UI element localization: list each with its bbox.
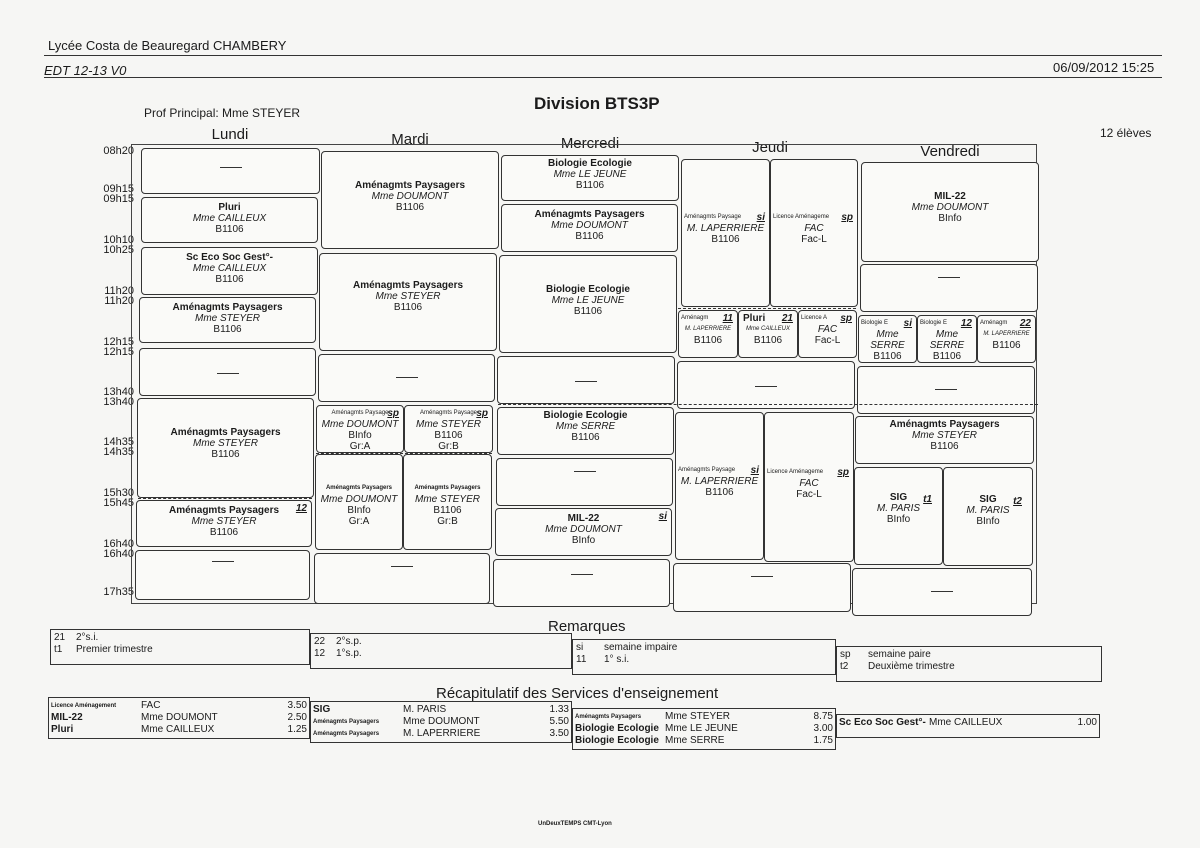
teacher-name: Mme DOUMONT [320,494,398,505]
slot-tuesday-4b[interactable] [404,405,493,453]
recap-subject: Sc Eco Soc Gest°- [839,717,926,728]
remark-text: Deuxième trimestre [868,661,955,672]
room: B1106 [215,274,244,285]
teacher-name: Mme DOUMONT [551,220,628,231]
teacher-name: FAC [799,478,819,489]
print-datetime: 06/09/2012 15:25 [1053,60,1155,75]
recap-hours: 5.50 [549,716,569,727]
recap-teacher: Mme DOUMONT [403,716,480,727]
slot-friday-3b[interactable] [917,315,977,363]
remark-text: Premier trimestre [76,644,153,655]
remark-code: sp [840,649,851,660]
time-label: 10h10 10h25 [103,234,134,256]
course-title: Sc Eco Soc Gest°- [186,252,273,263]
time-label: 16h40 16h40 [103,538,134,560]
teacher-name: Mme STEYER [414,494,480,505]
recap-subject: Aménagmts Paysagers [575,714,642,720]
slot-tuesday-4a[interactable] [316,405,404,453]
remarks-col-2 [310,633,572,669]
student-count: 12 élèves [1100,126,1152,140]
empty-slot-dash [575,381,597,382]
recap-hours: 1.33 [549,704,569,715]
group: Gr:B [437,516,458,527]
course-title: Aménagmts Paysagers [325,485,393,491]
room: BInfo [886,514,911,525]
course-title: Aménagmts Paysagers [170,427,281,438]
teacher-name: M. LAPERRIERE [680,476,759,487]
time-label: 08h20 [103,145,134,157]
remark-text: 1° s.i. [604,654,630,665]
slot-tuesday-1[interactable] [321,151,499,249]
empty-slot-dash [396,377,418,378]
slot-thursday-3[interactable] [677,361,855,409]
teacher-name: M. LAPERRIERE [686,223,765,234]
room: B1106 [573,306,603,317]
recap-row [837,717,1099,729]
slot-friday-2[interactable] [860,264,1038,312]
teacher-name: Mme STEYER [911,430,977,441]
teacher-name: Mme STEYER [191,516,257,527]
recap-row [49,712,309,724]
day-friday: Vendredi [920,143,980,160]
slot-thursday-2a[interactable] [678,310,738,358]
room: B1106 [393,302,423,313]
recap-subject: Aménagmts Paysagers [313,731,380,737]
recap-teacher: FAC [141,700,161,711]
recap-teacher: M. LAPERRIERE [403,728,481,739]
recap-teacher: Mme STEYER [665,711,731,722]
header-rule-2 [44,77,1162,78]
teacher-name: Mme DOUMONT [911,202,989,213]
recap-subject: Biologie Ecologie [575,735,659,746]
week-tag: 12 [960,318,972,329]
room: B1106 [209,527,239,538]
slot-thursday-5[interactable] [673,563,851,612]
recap-row [573,711,835,723]
slot-thursday-1b[interactable] [770,159,858,307]
course-title: Biologie Ecologie [548,158,632,169]
slot-thursday-2b[interactable] [738,310,798,358]
slot-monday-3[interactable] [141,247,318,295]
week-tag: 12 [295,503,307,514]
teacher-name: Mme SERRE [555,421,616,432]
recap-teacher: Mme LE JEUNE [665,723,738,734]
course-title: Aménagmts Paysagers [889,419,1000,430]
group: Gr:A [348,516,370,527]
prof-principal: Prof Principal: Mme STEYER [144,106,301,120]
recap-row [573,735,835,747]
remark-code: 22 [314,636,326,647]
week-tag: sp [837,467,849,478]
dashed-separator [138,498,312,499]
course-title: Aménagmts Paysagers [414,485,481,491]
week-tag: t2 [1013,496,1022,507]
time-label: 09h15 09h15 [103,183,134,205]
teacher-name: Mme LE JEUNE [551,295,625,306]
week-tag: si [903,318,912,329]
remark-code: t1 [54,644,63,655]
room: Fac-L [801,234,827,245]
slot-friday-6b[interactable] [943,467,1033,566]
recap-hours: 3.50 [549,728,569,739]
empty-slot-dash [574,471,596,472]
footer-software: UnDeuxTEMPS CMT-Lyon [538,821,612,827]
remarks-col-4 [836,646,1102,682]
week-tag: si [750,465,759,476]
course-title: Aménagmts Paysage [419,410,478,416]
room: BInfo [976,516,1000,527]
course-title: Aménagm [681,315,709,321]
empty-slot-dash [751,576,773,577]
remark-text: semaine impaire [604,642,678,653]
remarks-title: Remarques [548,618,626,635]
recap-teacher: Mme DOUMONT [141,712,218,723]
recap-hours: 1.00 [1077,717,1097,728]
course-title: SIG [979,494,997,505]
recap-col-1 [48,697,310,739]
teacher-name: Mme CAILLEUX [745,326,790,332]
room: B1106 [930,441,959,452]
recap-col-4 [836,714,1100,738]
slot-thursday-2c[interactable] [798,310,857,358]
empty-slot-dash [935,389,957,390]
course-title: Aménagm [980,320,1008,326]
time-label: 14h35 14h35 [103,436,134,458]
empty-slot-dash [755,386,777,387]
recap-row [49,700,309,712]
empty-slot-dash [217,373,239,374]
week-tag: si [658,511,667,522]
teacher-name: Mme CAILLEUX [192,213,267,224]
time-label: 12h15 12h15 [103,336,134,358]
course-title: Biologie E [861,320,889,326]
group: Gr:B [438,441,459,452]
course-title: Aménagmts Paysagers [352,280,464,291]
remark-code: 12 [314,648,326,659]
empty-slot-dash [220,167,242,168]
recap-subject: MIL-22 [51,712,83,723]
remark-text: 2°s.i. [76,632,99,643]
course-title: Aménagmts Paysagers [534,209,645,220]
teacher-name: Mme STEYER [192,438,258,449]
course-title: Licence A [801,315,828,321]
day-wednesday: Mercredi [560,135,620,152]
course-title: Biologie E [920,320,948,326]
room: B1106 [932,351,962,362]
week-tag: t1 [923,494,932,505]
week-tag: sp [841,212,853,223]
course-title: Licence Aménageme [767,469,824,475]
slot-tuesday-3[interactable] [318,354,495,402]
day-monday: Lundi [211,126,249,143]
course-title: MIL-22 [934,191,966,202]
room: BInfo [348,430,372,441]
room: B1106 [433,505,462,516]
slot-monday-4[interactable] [139,297,316,343]
room: Fac-L [814,335,841,346]
course-title: Biologie Ecologie [543,410,628,421]
recap-teacher: M. PARIS [403,704,447,715]
slot-tuesday-5b[interactable] [403,454,492,550]
week-tag: sp [840,313,852,324]
course-title: MIL-22 [567,513,600,524]
slot-monday-2[interactable] [141,197,318,243]
room: B1106 [992,340,1021,351]
group: Gr:A [349,441,371,452]
recap-teacher: Mme SERRE [665,735,725,746]
room: B1106 [211,449,240,460]
header-rule [44,55,1162,56]
course-title: Biologie Ecologie [546,284,630,295]
recap-hours: 3.00 [813,723,833,734]
slot-wednesday-7[interactable] [495,508,672,556]
slot-friday-3c[interactable] [977,315,1036,363]
slot-wednesday-8[interactable] [493,559,670,607]
dashed-separator [316,453,492,454]
remark-code: t2 [840,661,849,672]
slot-monday-6[interactable] [137,398,314,498]
time-label: 13h40 13h40 [103,386,134,408]
teacher-name: Mme DOUMONT [371,191,449,202]
teacher-name: Mme STEYER [194,313,260,324]
dashed-separator [498,404,1038,405]
room: B1106 [873,351,902,362]
dashed-separator [678,308,856,309]
empty-slot-dash [571,574,593,575]
remarks-col-3 [572,639,836,675]
course-title: Pluri [218,202,241,213]
week-tag: sp [476,408,488,419]
remark-text: 1°s.p. [336,648,362,659]
course-title: SIG [889,492,908,503]
room: B1106 [711,234,740,245]
course-title: Aménagmts Paysagers [172,302,283,313]
edt-version: EDT 12-13 V0 [44,63,127,78]
remarks-col-1 [50,629,310,665]
recap-subject: SIG [313,704,331,715]
teacher-name: Mme DOUMONT [321,419,399,430]
slot-wednesday-3[interactable] [499,255,677,353]
room: B1106 [705,487,734,498]
recap-row [573,723,835,735]
room: B1106 [395,202,425,213]
room: B1106 [575,180,605,191]
teacher-name: Mme DOUMONT [545,524,622,535]
empty-slot-dash [391,566,413,567]
room: B1106 [693,335,723,346]
recap-row [311,704,571,716]
recap-hours: 1.75 [813,735,833,746]
teacher-name: Mme STEYER [415,419,481,430]
room: Fac-L [796,489,822,500]
remark-text: semaine paire [868,649,931,660]
empty-slot-dash [212,561,234,562]
room: BInfo [938,213,962,224]
week-tag: si [756,212,765,223]
slot-friday-3a[interactable] [858,315,917,363]
slot-wednesday-2[interactable] [501,204,678,252]
empty-slot-dash [931,591,953,592]
recap-col-2 [310,701,572,743]
time-label: 17h35 [103,586,134,598]
empty-slot-dash [938,277,960,278]
slot-friday-7[interactable] [852,568,1032,616]
teacher-name: M. LAPERRIERE [684,326,732,332]
recap-hours: 3.50 [287,700,307,711]
slot-thursday-4b[interactable] [764,412,854,562]
course-title: Aménagmts Paysagers [354,180,466,191]
recap-row [311,716,571,728]
remark-code: si [576,642,584,653]
slot-friday-4[interactable] [857,366,1035,414]
time-label: 11h20 11h20 [104,285,134,307]
recap-subject: Licence Aménagement [51,703,117,709]
day-tuesday: Mardi [391,131,429,148]
teacher-name: Mme SERRE [870,329,905,351]
course-title: Pluri [743,313,766,324]
recap-hours: 1.25 [287,724,307,735]
day-thursday: Jeudi [752,139,788,156]
teacher-name: M. LAPERRIERE [983,331,1030,337]
recap-col-3 [572,708,836,750]
room: B1106 [213,324,242,335]
slot-tuesday-5a[interactable] [315,454,403,550]
recap-teacher: Mme CAILLEUX [141,724,215,735]
slot-monday-1[interactable] [141,148,320,194]
room: BInfo [571,535,596,546]
slot-wednesday-1[interactable] [501,155,679,201]
recap-teacher: Mme CAILLEUX [929,717,1003,728]
room: B1106 [434,430,463,441]
week-tag: 22 [1019,318,1031,329]
teacher-name: Mme SERRE [929,329,965,351]
school-name: Lycée Costa de Beauregard CHAMBERY [48,38,287,53]
recap-title: Récapitulatif des Services d'enseignement [436,685,719,702]
week-tag: 11 [722,313,733,324]
recap-subject: Pluri [51,724,74,735]
slot-monday-8[interactable] [135,550,310,600]
recap-row [49,724,309,736]
week-tag: 21 [781,313,793,324]
slot-wednesday-4[interactable] [497,356,675,404]
teacher-name: FAC [804,223,824,234]
slot-monday-5[interactable] [139,348,316,396]
time-label: 15h30 15h45 [103,487,134,509]
recap-hours: 2.50 [287,712,307,723]
slot-friday-5[interactable] [855,416,1034,464]
remark-code: 21 [54,632,66,643]
recap-hours: 8.75 [813,711,833,722]
remark-code: 11 [576,654,587,665]
slot-tuesday-2[interactable] [319,253,497,351]
room: B1106 [571,432,600,443]
teacher-name: M. PARIS [876,503,921,514]
slot-thursday-1a[interactable] [681,159,770,307]
slot-monday-7[interactable] [136,500,312,547]
teacher-name: FAC [817,324,838,335]
course-title: Licence Aménageme [773,214,830,220]
recap-row [311,728,571,740]
slot-thursday-4a[interactable] [675,412,764,560]
room: BInfo [347,505,371,516]
recap-subject: Aménagmts Paysagers [313,719,380,725]
slot-wednesday-6[interactable] [496,458,673,506]
division-title: Division BTS3P [534,94,660,113]
teacher-name: M. PARIS [966,505,1010,516]
course-title: Aménagmts Paysagers [168,505,280,516]
week-tag: sp [387,408,399,419]
teacher-name: Mme STEYER [375,291,441,302]
room: B1106 [575,231,604,242]
slot-wednesday-5[interactable] [497,407,674,455]
slot-friday-1[interactable] [861,162,1039,262]
course-title: Aménagmts Paysage [678,467,736,473]
course-title: Aménagmts Paysage [684,214,742,220]
slot-friday-6a[interactable] [854,467,943,565]
room: B1106 [215,224,244,235]
room: B1106 [753,335,783,346]
teacher-name: Mme CAILLEUX [192,263,267,274]
remark-text: 2°s.p. [336,636,362,647]
recap-subject: Biologie Ecologie [575,723,659,734]
course-title: Aménagmts Paysage [331,410,389,416]
teacher-name: Mme LE JEUNE [553,169,627,180]
slot-tuesday-6[interactable] [314,553,490,604]
